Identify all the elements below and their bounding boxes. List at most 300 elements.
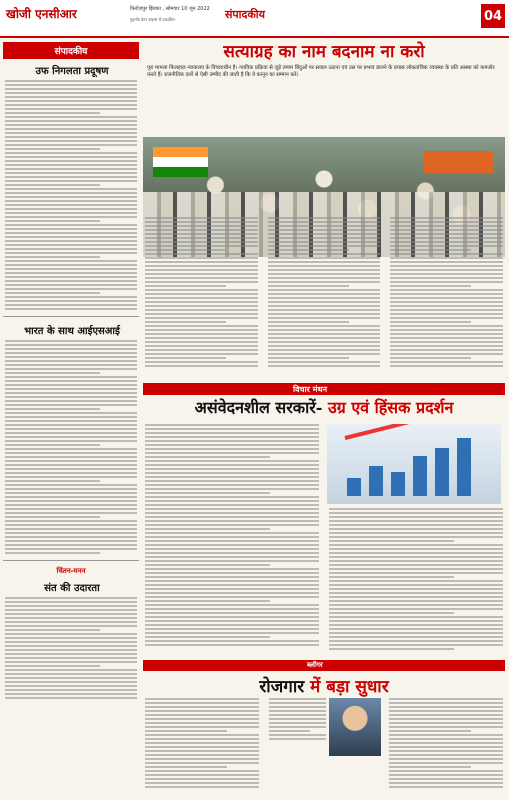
text-line — [5, 420, 137, 422]
text-line — [5, 272, 137, 274]
text-line — [5, 641, 137, 643]
text-line — [5, 496, 137, 498]
text-line — [390, 297, 503, 299]
text-line — [268, 317, 381, 319]
text-line — [268, 281, 381, 283]
text-line — [329, 584, 503, 586]
text-line — [268, 241, 381, 243]
text-line — [390, 217, 503, 219]
text-line — [145, 301, 258, 303]
text-line — [145, 269, 258, 271]
text-line — [145, 245, 258, 247]
text-line — [389, 746, 503, 748]
text-line — [5, 172, 137, 174]
text-line — [5, 300, 137, 302]
text-line — [329, 536, 503, 538]
text-line — [5, 180, 137, 182]
text-line — [5, 460, 137, 462]
text-line — [269, 726, 326, 728]
text-line — [145, 277, 258, 279]
text-line — [329, 576, 454, 578]
opinion-body-a — [145, 424, 319, 646]
text-line — [5, 669, 137, 671]
text-line — [145, 440, 319, 442]
text-line — [5, 492, 137, 494]
text-line — [5, 100, 137, 102]
text-line — [329, 596, 503, 598]
text-line — [5, 344, 137, 346]
text-line — [145, 496, 319, 498]
text-line — [5, 488, 137, 490]
text-line — [329, 556, 503, 558]
masthead — [0, 0, 509, 38]
lead-column-3 — [390, 217, 503, 377]
text-line — [329, 520, 503, 522]
text-line — [145, 544, 319, 546]
text-line — [329, 528, 503, 530]
text-line — [5, 412, 137, 414]
text-line — [145, 762, 259, 764]
opinion-headline — [143, 399, 505, 417]
text-line — [5, 372, 100, 374]
text-line — [268, 309, 381, 311]
text-line — [145, 616, 319, 618]
text-line — [145, 313, 258, 315]
text-line — [145, 572, 319, 574]
text-line — [145, 702, 259, 704]
text-line — [5, 288, 137, 290]
text-line — [390, 301, 503, 303]
text-line — [5, 597, 137, 599]
text-line — [145, 580, 319, 582]
text-line — [329, 616, 503, 618]
text-line — [145, 436, 319, 438]
text-line — [5, 404, 137, 406]
text-line — [145, 600, 270, 602]
text-line — [268, 257, 381, 259]
lead-story — [143, 42, 505, 79]
text-line — [269, 714, 326, 716]
text-line — [329, 608, 503, 610]
text-line — [269, 730, 310, 732]
text-line — [269, 706, 326, 708]
newspaper-logo: खोजी एनसीआर — [6, 7, 77, 21]
text-line — [145, 456, 270, 458]
second-editorial-headline: भारत के साथ आईएसआई — [24, 326, 120, 337]
text-line — [5, 96, 137, 98]
sant-headline: संत की उदारता — [44, 583, 100, 594]
text-line — [5, 540, 137, 542]
text-line — [5, 476, 137, 478]
text-line — [145, 766, 227, 768]
text-line — [268, 269, 381, 271]
opinion-column-right — [327, 424, 505, 654]
text-line — [268, 221, 381, 223]
text-line — [145, 640, 319, 642]
text-line — [390, 325, 503, 327]
text-line — [145, 624, 319, 626]
divider — [3, 560, 139, 561]
left-column — [3, 42, 139, 794]
text-line — [389, 722, 503, 724]
text-line — [5, 380, 137, 382]
text-line — [145, 424, 319, 426]
text-line — [390, 261, 503, 263]
text-line — [5, 685, 137, 687]
text-line — [329, 552, 503, 554]
text-line — [5, 444, 100, 446]
blogger-headline — [143, 674, 505, 697]
opinion-headline-b: उग्र एवं हिंसक प्रदर्शन — [322, 398, 454, 417]
text-line — [5, 384, 137, 386]
text-line — [268, 361, 381, 363]
text-line — [268, 277, 381, 279]
text-line — [145, 265, 258, 267]
text-line — [269, 710, 326, 712]
text-line — [145, 532, 319, 534]
text-line — [389, 702, 503, 704]
text-line — [145, 237, 258, 239]
text-line — [5, 416, 137, 418]
text-line — [145, 706, 259, 708]
section-title: संपादकीय — [224, 8, 266, 21]
text-line — [390, 277, 503, 279]
text-line — [268, 349, 381, 351]
text-line — [5, 536, 137, 538]
flag-image — [153, 147, 208, 177]
text-line — [268, 249, 349, 251]
text-line — [5, 136, 137, 138]
text-line — [5, 84, 137, 86]
text-line — [5, 436, 137, 438]
text-line — [390, 365, 503, 367]
text-line — [145, 325, 258, 327]
text-line — [145, 722, 259, 724]
text-line — [329, 540, 454, 542]
text-line — [145, 281, 258, 283]
text-line — [5, 456, 137, 458]
text-line — [5, 689, 137, 691]
text-line — [145, 698, 259, 700]
text-line — [5, 364, 137, 366]
text-line — [145, 365, 258, 367]
text-line — [329, 604, 503, 606]
text-line — [145, 540, 319, 542]
text-line — [145, 444, 319, 446]
text-line — [268, 245, 381, 247]
text-line — [145, 249, 226, 251]
text-line — [390, 353, 503, 355]
text-line — [389, 782, 503, 784]
text-line — [5, 548, 137, 550]
text-line — [390, 289, 503, 291]
text-line — [329, 628, 503, 630]
text-line — [145, 644, 319, 646]
blogger-column-3 — [389, 698, 503, 796]
text-line — [145, 357, 226, 359]
text-line — [329, 516, 503, 518]
text-line — [145, 452, 319, 454]
text-line — [5, 653, 137, 655]
lead-column-1 — [145, 217, 258, 377]
text-line — [145, 718, 259, 720]
text-line — [268, 365, 381, 367]
text-line — [389, 762, 503, 764]
text-line — [329, 532, 503, 534]
text-line — [5, 240, 137, 242]
text-line — [5, 184, 100, 186]
text-line — [5, 164, 137, 166]
text-line — [5, 292, 100, 294]
text-line — [329, 624, 503, 626]
illustration-bar — [457, 438, 471, 496]
text-line — [145, 253, 258, 255]
text-line — [390, 309, 503, 311]
text-line — [389, 706, 503, 708]
text-line — [5, 613, 137, 615]
text-line — [5, 424, 137, 426]
text-line — [5, 609, 137, 611]
text-line — [145, 500, 319, 502]
text-line — [268, 313, 381, 315]
text-line — [268, 237, 381, 239]
text-line — [5, 140, 137, 142]
text-line — [145, 432, 319, 434]
text-line — [5, 504, 137, 506]
text-line — [5, 432, 137, 434]
text-line — [145, 604, 319, 606]
text-line — [390, 233, 503, 235]
text-line — [5, 156, 137, 158]
text-line — [5, 645, 137, 647]
text-line — [268, 325, 381, 327]
chintan-manan-banner: चिंतन-मनन — [56, 567, 86, 575]
text-line — [269, 702, 326, 704]
text-line — [5, 677, 137, 679]
text-line — [145, 620, 319, 622]
text-line — [5, 284, 137, 286]
text-line — [329, 512, 503, 514]
opinion-headline-a: असंवेदनशील सरकारें- — [194, 398, 323, 417]
text-line — [5, 428, 137, 430]
text-line — [389, 734, 503, 736]
text-line — [389, 698, 503, 700]
text-line — [145, 309, 258, 311]
text-line — [268, 289, 381, 291]
text-line — [5, 88, 137, 90]
text-line — [389, 786, 503, 788]
text-line — [5, 196, 137, 198]
text-line — [5, 160, 137, 162]
text-line — [268, 329, 381, 331]
text-line — [5, 392, 137, 394]
text-line — [5, 524, 137, 526]
text-line — [5, 544, 137, 546]
text-line — [145, 297, 258, 299]
text-line — [5, 408, 100, 410]
text-line — [5, 621, 137, 623]
text-line — [5, 104, 137, 106]
text-line — [390, 361, 503, 363]
opinion-body-b — [329, 508, 503, 650]
text-line — [389, 766, 471, 768]
text-line — [5, 220, 100, 222]
text-line — [145, 305, 258, 307]
opinion-column-left — [143, 424, 321, 654]
text-line — [145, 448, 319, 450]
text-line — [145, 632, 319, 634]
text-line — [145, 464, 319, 466]
text-line — [329, 588, 503, 590]
text-line — [5, 500, 137, 502]
text-line — [329, 524, 503, 526]
text-line — [5, 520, 137, 522]
text-line — [5, 144, 137, 146]
text-line — [390, 281, 503, 283]
growth-chart-illustration — [327, 424, 501, 504]
text-line — [145, 317, 258, 319]
text-line — [389, 730, 471, 732]
text-line — [145, 241, 258, 243]
text-line — [268, 305, 381, 307]
text-line — [268, 217, 381, 219]
text-line — [390, 333, 503, 335]
text-line — [5, 120, 137, 122]
text-line — [269, 738, 326, 740]
text-line — [5, 528, 137, 530]
text-line — [329, 560, 503, 562]
text-line — [390, 317, 503, 319]
text-line — [268, 297, 381, 299]
lead-headline: सत्याग्रह का नाम बदनाम ना करो — [223, 42, 425, 62]
text-line — [390, 249, 471, 251]
text-line — [5, 440, 137, 442]
dateline: फ़िरोज़पुर झिरका , सोमवार 10 जून 2022 — [130, 6, 210, 12]
text-line — [145, 273, 258, 275]
text-line — [5, 340, 137, 342]
text-line — [145, 778, 259, 780]
text-line — [269, 734, 326, 736]
text-line — [5, 112, 100, 114]
blogger-headline-a: रोजगार — [259, 677, 311, 697]
text-line — [145, 524, 319, 526]
text-line — [145, 564, 270, 566]
text-line — [390, 241, 503, 243]
illustration-bar — [413, 456, 427, 496]
text-line — [145, 636, 270, 638]
text-line — [268, 229, 381, 231]
text-line — [5, 508, 137, 510]
text-line — [5, 216, 137, 218]
text-line — [329, 568, 503, 570]
text-line — [329, 544, 503, 546]
text-line — [145, 726, 259, 728]
text-line — [269, 722, 326, 724]
text-line — [5, 601, 137, 603]
text-line — [145, 289, 258, 291]
text-line — [145, 341, 258, 343]
text-line — [329, 612, 454, 614]
text-line — [389, 714, 503, 716]
text-line — [268, 253, 381, 255]
text-line — [5, 368, 137, 370]
text-line — [329, 644, 503, 646]
text-line — [145, 468, 319, 470]
text-line — [145, 520, 319, 522]
text-line — [329, 564, 503, 566]
text-line — [268, 353, 381, 355]
text-line — [389, 738, 503, 740]
text-line — [390, 337, 503, 339]
text-line — [145, 349, 258, 351]
text-line — [390, 345, 503, 347]
text-line — [5, 148, 100, 150]
text-line — [390, 321, 471, 323]
lead-column-2 — [268, 217, 381, 377]
text-line — [5, 232, 137, 234]
text-line — [389, 758, 503, 760]
text-line — [5, 116, 137, 118]
opinion-columns — [143, 424, 505, 654]
text-line — [329, 548, 503, 550]
second-editorial-body — [5, 340, 137, 554]
text-line — [5, 400, 137, 402]
text-line — [145, 516, 319, 518]
text-line — [145, 229, 258, 231]
text-line — [5, 248, 137, 250]
text-line — [145, 584, 319, 586]
text-line — [145, 742, 259, 744]
text-line — [5, 244, 137, 246]
text-line — [389, 774, 503, 776]
text-line — [5, 464, 137, 466]
text-line — [5, 673, 137, 675]
text-line — [389, 750, 503, 752]
text-line — [329, 592, 503, 594]
text-line — [5, 665, 100, 667]
text-line — [5, 388, 137, 390]
text-line — [5, 649, 137, 651]
text-line — [390, 269, 503, 271]
sant-body — [5, 597, 137, 699]
text-line — [268, 225, 381, 227]
text-line — [390, 225, 503, 227]
placard-image — [423, 151, 493, 173]
text-line — [5, 657, 137, 659]
text-line — [5, 176, 137, 178]
text-line — [5, 308, 137, 310]
text-line — [390, 229, 503, 231]
lead-standfirst: पूरा मामला फिलहाल न्यायालय के विचाराधीन है। न्यायिक प्रक्रिया से जुड़े तमाम बिंदुओं पर सवाल उठाना एवं उस पर प्रभाव डालने के प्रयास लोकतांत्रिक व्यवस्था के प्रति आस्था को कमजोर करते हैं। राजनीतिक दलों से ऐसी उम्मीद की जाती है कि वे कानून का सम्मान करें। — [147, 65, 495, 78]
illustration-bar — [347, 478, 361, 496]
text-line — [389, 718, 503, 720]
text-line — [5, 468, 137, 470]
text-line — [5, 637, 137, 639]
text-line — [145, 353, 258, 355]
text-line — [145, 512, 319, 514]
text-line — [5, 512, 137, 514]
text-line — [145, 536, 319, 538]
text-line — [5, 260, 137, 262]
text-line — [5, 484, 137, 486]
text-line — [390, 313, 503, 315]
text-line — [5, 108, 137, 110]
text-line — [145, 596, 319, 598]
text-line — [145, 548, 319, 550]
text-line — [268, 301, 381, 303]
lead-editorial-body — [5, 80, 137, 310]
text-line — [268, 337, 381, 339]
